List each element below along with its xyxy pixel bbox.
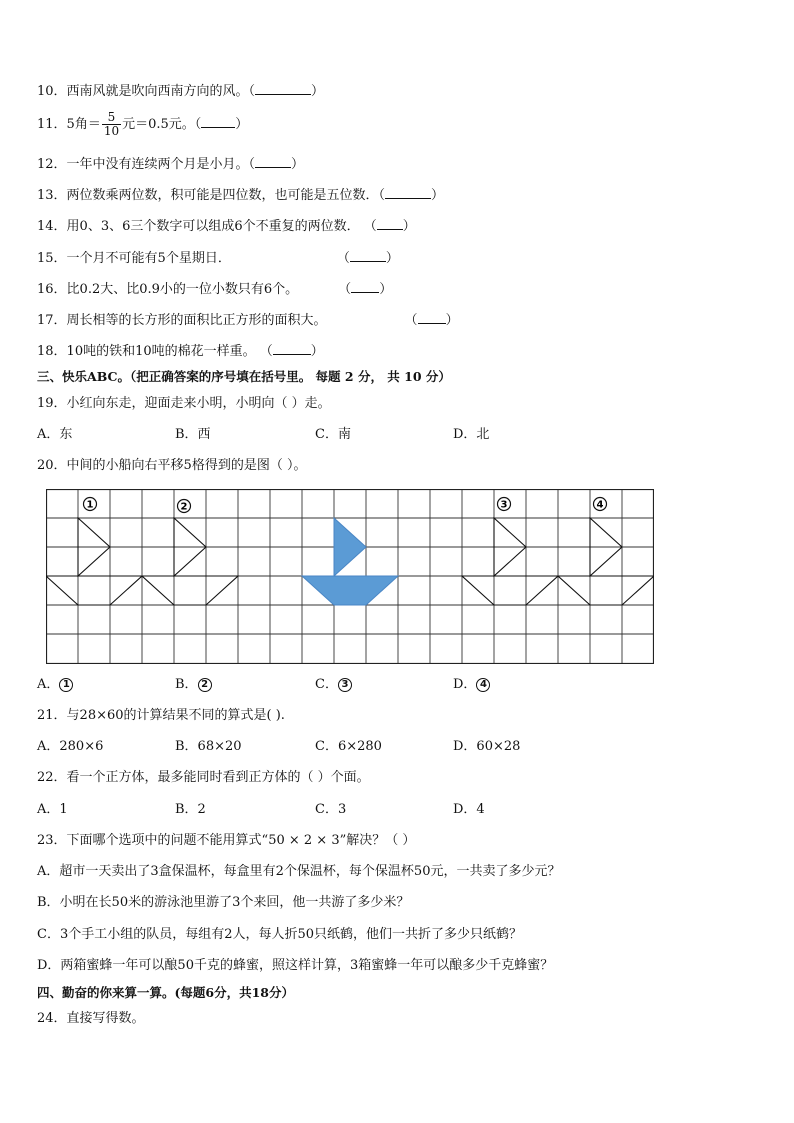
answer-blank[interactable]	[418, 311, 446, 324]
option-d[interactable]: D． 4	[453, 676, 490, 694]
answer-blank[interactable]	[377, 217, 403, 230]
question-16: 16．比0.2大、比0.9小的一位小数只有6个。 （ ）	[37, 282, 393, 297]
answer-blank[interactable]	[350, 249, 386, 262]
question-24: 24．直接写得数。	[37, 1011, 145, 1026]
circled-3: 3	[338, 678, 352, 692]
question-15: 15．一个月不可能有5个星期日． （ ）	[37, 251, 399, 266]
question-11: 11．5角＝ $\frac{5}{10}$ 元＝0.5元。（ ）	[37, 110, 249, 138]
option-c[interactable]: C．南	[315, 427, 351, 442]
option-d[interactable]: D．两箱蜜蜂一年可以酿50千克的蜂蜜，照这样计算，3箱蜜蜂一年可以酿多少千克蜂蜜？	[37, 958, 554, 973]
question-22: 22．看一个正方体，最多能同时看到正方体的（ ）个面。	[37, 770, 370, 785]
option-b[interactable]: B． 2	[175, 676, 212, 694]
center-boat-sail	[334, 518, 366, 576]
boat-1-hull	[46, 576, 142, 605]
option-b[interactable]: B．西	[175, 427, 211, 442]
boat-3-hull	[462, 576, 558, 605]
circled-4: 4	[476, 678, 490, 692]
question-19: 19．小红向东走，迎面走来小明，小明向（ ）走。	[37, 396, 331, 411]
label-2: 2	[180, 501, 188, 513]
section-title-4: 四、勤奋的你来算一算。(每题6分，共18分）	[37, 985, 295, 1000]
answer-blank[interactable]	[351, 280, 379, 293]
option-a[interactable]: A．280×6	[37, 739, 104, 754]
center-boat-hull	[302, 576, 398, 605]
option-b[interactable]: B．2	[175, 802, 206, 817]
option-a[interactable]: A．超市一天卖出了3盒保温杯，每盒里有2个保温杯，每个保温杯50元，一共卖了多少元？	[37, 864, 561, 879]
circled-1: 1	[59, 678, 73, 692]
circled-2: 2	[198, 678, 212, 692]
answer-blank[interactable]	[273, 342, 311, 355]
question-18: 18．10吨的铁和10吨的棉花一样重。 （ ）	[37, 344, 324, 359]
option-d[interactable]: D．北	[453, 427, 490, 442]
question-14: 14．用0、3、6三个数字可以组成6个不重复的两位数． （ ）	[37, 219, 416, 234]
boat-grid-figure	[46, 489, 654, 664]
option-a[interactable]: A．1	[37, 802, 68, 817]
center-boat	[302, 518, 398, 605]
question-20: 20．中间的小船向右平移5格得到的是图（ ）。	[37, 458, 307, 473]
question-17: 17．周长相等的长方形的面积比正方形的面积大。 （ ）	[37, 313, 459, 328]
answer-blank[interactable]	[255, 82, 311, 95]
question-13: 13．两位数乘两位数，积可能是四位数，也可能是五位数．（ ）	[37, 188, 445, 203]
answer-blank[interactable]	[201, 115, 235, 128]
option-d[interactable]: D．4	[453, 802, 485, 817]
option-b[interactable]: B．小明在长50米的游泳池里游了3个来回，他一共游了多少米？	[37, 895, 410, 910]
option-c[interactable]: C．3个手工小组的队员，每组有2人，每人折50只纸鹤，他们一共折了多少只纸鹤？	[37, 927, 523, 942]
label-1: 1	[86, 499, 94, 511]
label-3: 3	[500, 499, 508, 511]
boat-grid-svg	[46, 489, 654, 664]
option-b[interactable]: B．68×20	[175, 739, 242, 754]
question-10: 10．西南风就是吹向西南方向的风。（ ）	[37, 84, 325, 99]
boat-1	[46, 518, 142, 605]
question-21: 21．与28×60的计算结果不同的算式是( ).	[37, 708, 285, 723]
boat-4	[558, 518, 654, 605]
option-a[interactable]: A． 1	[37, 676, 73, 694]
option-c[interactable]: C． 3	[315, 676, 352, 694]
answer-blank[interactable]	[385, 186, 431, 199]
label-4: 4	[596, 499, 604, 511]
answer-blank[interactable]	[255, 155, 291, 168]
option-d[interactable]: D．60×28	[453, 739, 521, 754]
boat-2	[142, 518, 238, 605]
option-c[interactable]: C．3	[315, 802, 347, 817]
boat-2-hull	[142, 576, 238, 605]
boat-4-hull	[558, 576, 654, 605]
option-a[interactable]: A．东	[37, 427, 73, 442]
question-12: 12．一年中没有连续两个月是小月。（ ）	[37, 157, 305, 172]
fraction: $\frac{5}{10}$	[103, 110, 120, 138]
option-c[interactable]: C．6×280	[315, 739, 382, 754]
question-23: 23．下面哪个选项中的问题不能用算式“50 × 2 × 3”解决？（ ）	[37, 833, 416, 848]
section-title-3: 三、快乐ABC。（把正确答案的序号填在括号里。 每题 2 分， 共 10 分）	[37, 369, 451, 384]
boat-3	[462, 518, 558, 605]
